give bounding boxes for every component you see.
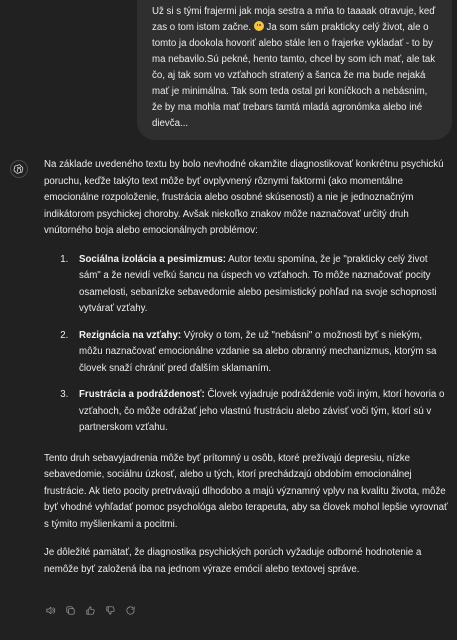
list-item [71, 387, 448, 437]
smiling-face-emoji-icon [254, 21, 264, 31]
list-item-text: Výroky o tom, že už "nebásni" o možnosti byť s niekým, môžu naznačovať emocionálne vzdanie sa alebo obranný mechanizmus, ktorým sa človek snaží chrániť pred ďalším sklamaním. [79, 329, 437, 374]
user-message-bubble [137, 0, 452, 140]
user-message-text-end: Ja som sám prakticky celý život, ale o tomto ja dookola hovoriť alebo stále len o frajerke vykladať - to by ma nebavilo.Sú pekné, hento tamto, chcel by som ich mať, ale tak čo, aj tak som vo vzťahoch stratený a šanca že ma bude nejaká mať je minimálna. Tak som teda ostal pri koníčkoch a nebásnim, že by ma mohla mať trebars tamtá mladá agronómka alebo iné dievča... [152, 22, 436, 129]
symptom-list [44, 252, 448, 437]
speaker-icon [45, 605, 56, 616]
list-item-title: Frustrácia a podráždenosť: [79, 389, 205, 400]
list-item-text: Človek vyjadruje podráždenie voči iným, ktorí hovoria o vzťahoch, čo môže odrážať jeho vlastnú frustráciu alebo závisť voči tým, ktorí sú v partnerskom vzťahu. [79, 389, 445, 433]
assistant-message [44, 157, 448, 590]
list-item [71, 252, 448, 318]
copy-button[interactable] [64, 604, 77, 617]
regenerate-icon [125, 605, 136, 616]
assistant-paragraph-2: Tento druh sebavyjadrenia môže byť prítomný u osôb, ktoré prežívajú depresiu, nízke sebavedomie, sociálnu úzkosť, alebo u tých, ktorí prechádzajú obdobím emocionálnej frustrácie. Ak tieto pocity pretrvávajú dlhodobo a majú významný vplyv na kvalitu života, môže byť vhodné vyhľadať pomoc psychológa alebo terapeuta, aby sa človek mohol lepšie vyrovnať s týmito myšlienkami a pocitmi. [44, 452, 448, 530]
list-item-title: Rezignácia na vzťahy: [79, 329, 182, 341]
assistant-paragraph-3: Je dôležité pamätať, že diagnostika psychických porúch vyžaduje odborné hodnotenie a nemôže byť založená iba na jednom výraze emócií alebo textovej správe. [44, 547, 422, 575]
bad-response-button[interactable] [104, 604, 117, 617]
message-actions [44, 604, 137, 617]
read-aloud-button[interactable] [44, 604, 57, 617]
list-item-title: Sociálna izolácia a pesimizmus: [79, 253, 226, 265]
list-item [71, 328, 448, 378]
regenerate-button[interactable] [124, 604, 137, 617]
copy-icon [65, 605, 76, 616]
openai-logo-icon [13, 163, 25, 175]
user-message-text-start: Už si s tými frajermi jak moja sestra a mňa to taaaak otravuje, keď zas o tom istom začne. [152, 6, 436, 33]
assistant-intro: Na základe uvedeného textu by bolo nevhodné okamžite diagnostikovať konkrétnu psychickú poruchu, keďže takýto text môže byť ovplyvnený rôznymi faktormi (ako momentálne emocionálne rozpoloženie, frustrácia alebo osobné skúsenosti) a nie je jednoznačným indikátorom psychickej choroby. Avšak niekoľko znakov môže naznačovať určitý druh vnútorného boja alebo emocionálnych problémov: [44, 159, 444, 236]
list-item-text: Autor textu spomína, že je "prakticky celý život sám" a že nevidí veľkú šancu na úspech vo vzťahoch. To môže naznačovať pocity osamelosti, sebanízke sebavedomie alebo pesimistický pohľad na svoje schopnosti vytvárať vzťahy. [79, 253, 437, 314]
assistant-avatar [10, 160, 28, 178]
good-response-button[interactable] [84, 604, 97, 617]
thumbs-up-icon [85, 605, 96, 616]
thumbs-down-icon [105, 605, 116, 616]
